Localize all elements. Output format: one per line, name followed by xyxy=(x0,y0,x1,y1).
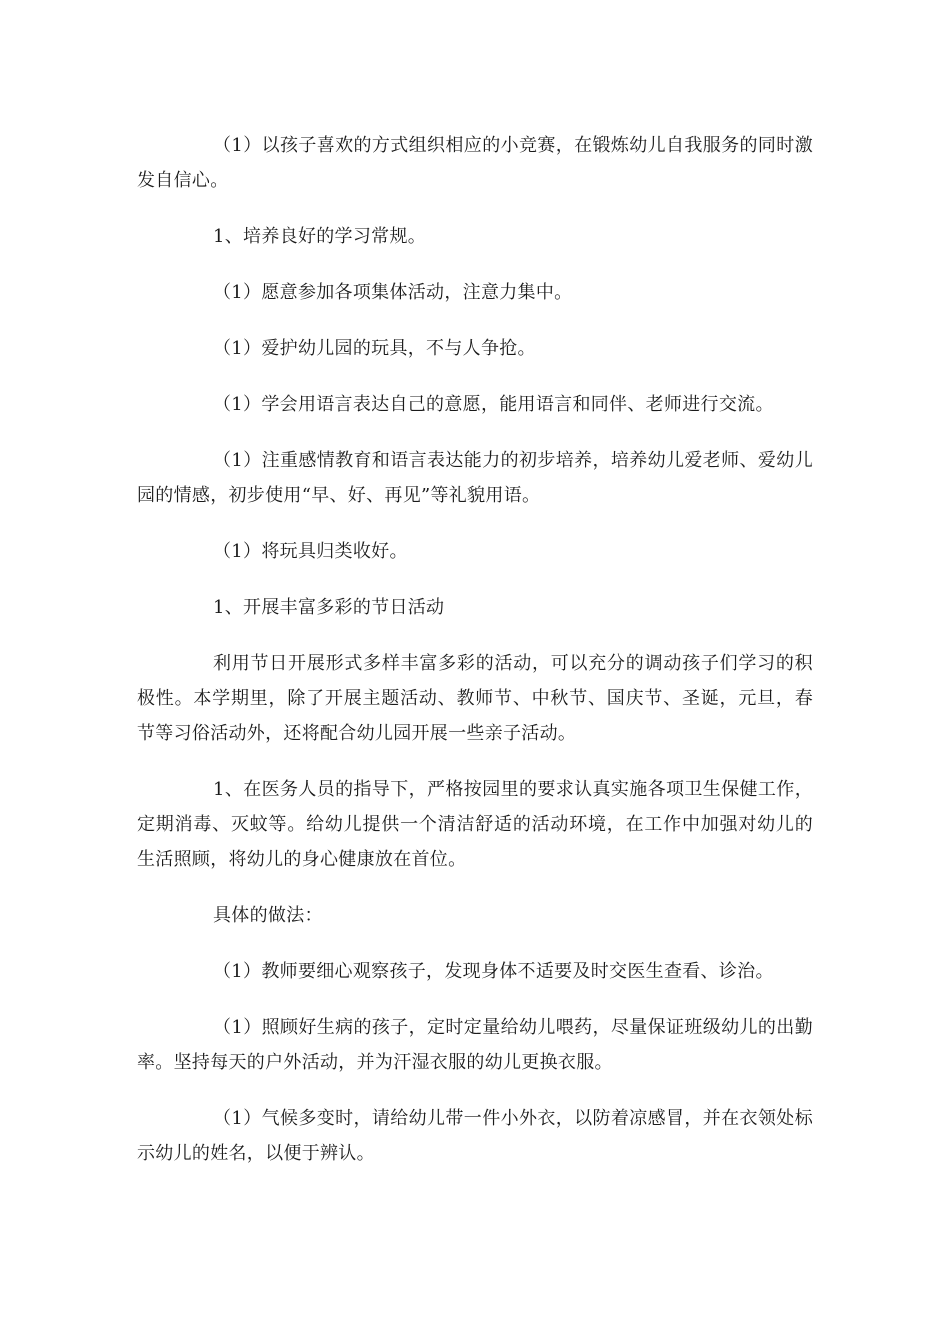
paragraph-observe-children: （1）教师要细心观察孩子，发现身体不适要及时交医生查看、诊治。 xyxy=(213,961,774,982)
paragraph-methods-heading: 具体的做法： xyxy=(213,905,323,926)
paragraph-festival-heading: 1、开展丰富多彩的节日活动 xyxy=(213,597,445,618)
paragraph-tidy-toys: （1）将玩具归类收好。 xyxy=(213,541,408,562)
paragraph-group-activities: （1）愿意参加各项集体活动，注意力集中。 xyxy=(213,282,573,303)
paragraph-festival-activities: 利用节日开展形式多样丰富多彩的活动，可以充分的调动孩子们学习的积极性。本学期里，除了开展主题活动、教师节、中秋节、国庆节、圣诞，元旦，春节等习俗活动外，还将配合幼儿园开展一些亲子活动。 xyxy=(137,653,813,744)
paragraph-competition: （1）以孩子喜欢的方式组织相应的小竞赛，在锻炼幼儿自我服务的同时激发自信心。 xyxy=(137,135,813,191)
paragraph-study-habits: 1、培养良好的学习常规。 xyxy=(213,226,427,247)
paragraph-language: （1）学会用语言表达自己的意愿，能用语言和同伴、老师进行交流。 xyxy=(213,394,774,415)
paragraph-emotion-education: （1）注重感情教育和语言表达能力的初步培养，培养幼儿爱老师、爱幼儿园的情感，初步使用“早、好、再见”等礼貌用语。 xyxy=(137,450,813,506)
paragraph-health-care: 1、在医务人员的指导下，严格按园里的要求认真实施各项卫生保健工作，定期消毒、灭蚊等。给幼儿提供一个清洁舒适的活动环境，在工作中加强对幼儿的生活照顾，将幼儿的身心健康放在首位。 xyxy=(137,779,813,870)
paragraph-sick-children: （1）照顾好生病的孩子，定时定量给幼儿喂药，尽量保证班级幼儿的出勤率。坚持每天的户外活动，并为汗湿衣服的幼儿更换衣服。 xyxy=(137,1017,813,1073)
document-body xyxy=(137,128,813,1192)
paragraph-weather: （1）气候多变时，请给幼儿带一件小外衣，以防着凉感冒，并在衣领处标示幼儿的姓名，以便于辨认。 xyxy=(137,1108,813,1164)
paragraph-toys: （1）爱护幼儿园的玩具，不与人争抢。 xyxy=(213,338,536,359)
